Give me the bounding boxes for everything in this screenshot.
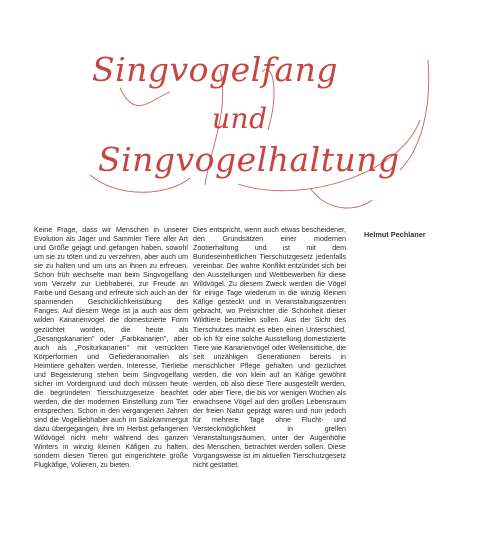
title-line-1: Singvogelfang — [92, 50, 339, 89]
author-name: Helmut Pechlaner — [364, 230, 426, 239]
title-block — [0, 0, 504, 220]
article-column-2 — [193, 226, 346, 470]
column-1-text: Keine Frage, dass wir Menschen in unserer Evolution als Jäger und Sammler Tiere aller Art und Größe gejagt und gefangen haben, sowohl um sie zu töten und zu verzehren, aber auch um sie zu halten und um uns an ihnen zu erfreuen. Schon früh wechselte man beim Singvogelfang vom Verzehr zur Liebhaberei, zur Freude an Farbe und Gesang und erfreute sich auch an der spannenden Geschicklichkeitsübung des Fanges. Auf diesem Wege ist ja auch aus dem wilden Kanarienvogel die domestizierte Form gezüchtet worden, die heute als „Gesangskanarien" oder „Farbkanarien", aber auch als „Positurkanarien" mit verrückten Körperformen und Gefiederanomalien als Heimtiere gehalten werden. Interesse, Tierliebe und Begeisterung stehen beim Singvogelfang sicher im Vordergrund und doch müssen heute die begründeten Tierschutzgesetze beachtet werden, die der modernen Einstellung zum Tier entsprechen. Schon in den vergangenen Jahren sind die Vogelliebhaber auch im Salzkammergut dazu übergegangen, ihre im Herbst gefangenen Wildvögel nicht mehr während des ganzen Winters in winzig kleinen Käfigen zu halten, sondern diesen Tieren gut eingerichtete große Flugkäfige, Volieren, zu bieten. — [34, 226, 188, 470]
title-line-3: Singvogelhaltung — [98, 140, 400, 179]
title-line-2: und — [212, 102, 268, 135]
article-column-1 — [34, 226, 188, 470]
column-2-text: Dies entspricht, wenn auch etwas bescheidener, den Grundsätzen einer modernen Zootierhaltung und ist mit dem Bundeseinheitlichen Tierschutzgesetz jedenfalls vereinbar. Der wahre Konflikt entzündet sich bei den Ausstellungen und Wettbewerben für diese Wildvögel. Zu diesem Zweck werden die Vögel für einige Tage wiederum in die winzig kleinen Käfige gesteckt und in Veranstaltungszentren gebracht, wo Preisrichter die Schönheit dieser Wildtiere beurteilen sollen. Aus der Sicht des Tierschutzes macht es eben einen Unterschied, ob ich für eine solche Ausstellung domestizierte Tiere wie Kanarienvögel oder Wellensittiche, die seit unzähligen Generationen bereits in menschlicher Pflege gehalten und gezüchtet werden, die von klein auf an Käfige gewöhnt werden, ob also diese Tiere ausgestellt werden, oder aber Tiere, die bis vor wenigen Wochen als erwachsene Vögel auf den großen Lebensraum der freien Natur geprägt waren und nun jedoch für mehrere Tage ohne Flucht- und Versteckmöglichkeit in grellen Veranstaltungsräumen, unter der Augenhöhe des Menschen, betrachtet werden sollen. Diese Vorgangsweise ist im aktuellen Tierschutzgesetz nicht gestattet. — [193, 226, 346, 470]
